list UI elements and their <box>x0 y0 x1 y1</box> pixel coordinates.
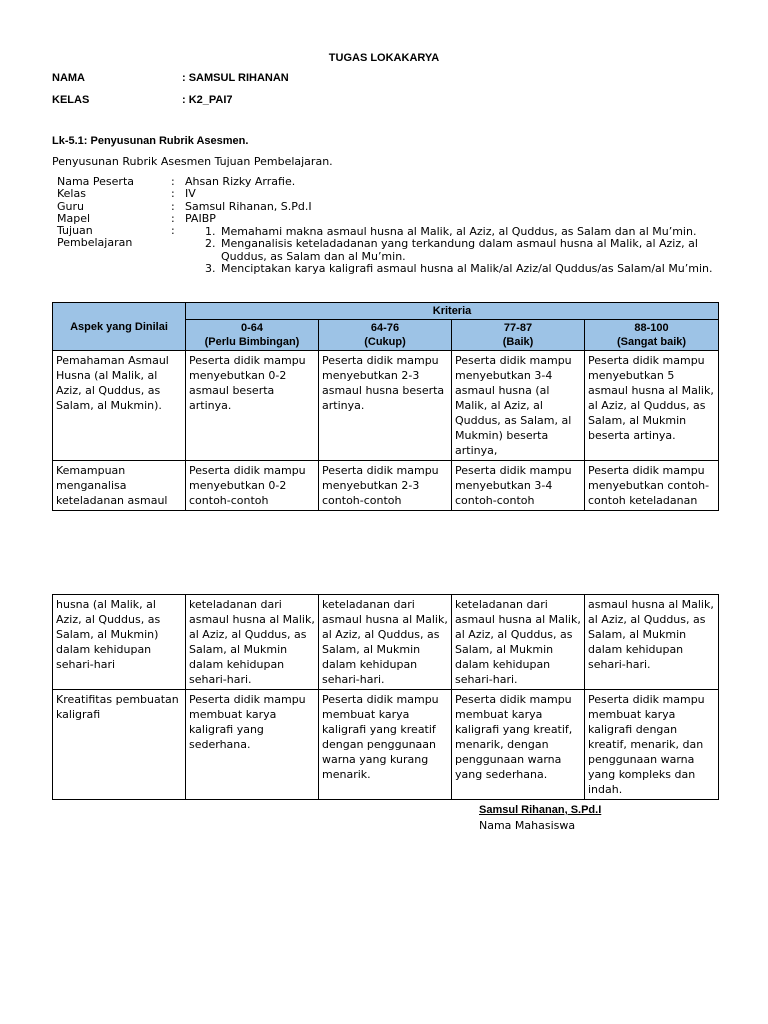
rubric-row-understanding <box>53 351 719 461</box>
rubric-row-creativity <box>53 690 719 800</box>
identity-class-value: : K2_PAI7 <box>182 94 233 106</box>
learning-goals-list <box>185 226 737 275</box>
info-value: Samsul Rihanan, S.Pd.I <box>185 199 312 213</box>
document-title: TUGAS LOKAKARYA <box>328 52 440 64</box>
level-header <box>319 320 452 351</box>
goal-label-line-2: Pembelajaran <box>57 236 133 250</box>
level-range: 0-64 <box>240 322 264 334</box>
info-label <box>57 225 171 275</box>
section-heading: Lk-5.1: Penyusunan Rubrik Asesmen. <box>52 135 249 147</box>
aspect-cell: Kemampuan menganalisa keteladanan asmaul <box>53 461 186 511</box>
info-value: PAIBP <box>185 211 216 225</box>
criteria-cell: Peserta didik mampu menyebutkan contoh-contoh keteladanan <box>585 461 719 511</box>
criteria-cell: keteladanan dari asmaul husna al Malik, al Aziz, al Quddus, as Salam, al Mukmin dalam kehidupan sehari-hari. <box>452 595 585 690</box>
info-label: Kelas <box>57 187 86 201</box>
info-separator: : <box>171 211 175 225</box>
level-label: (Perlu Bimbingan) <box>204 336 300 348</box>
criteria-cell: Peserta didik mampu menyebutkan 3-4 asmaul husna (al Malik, al Aziz, al Quddus, as Salam, al Mukmin) beserta artinya, <box>452 351 585 461</box>
aspect-cell: husna (al Malik, al Aziz, al Quddus, as Salam, al Mukmin) dalam kehidupan sehari-hari <box>53 595 186 690</box>
info-row-goals <box>57 225 737 275</box>
intro-text: Penyusunan Rubrik Asesmen Tujuan Pembelajaran. <box>52 155 333 168</box>
identity-name-label: NAMA <box>52 72 85 84</box>
learning-goal: 3. Menciptakan karya kaligrafi asmaul husna al Malik/al Aziz/al Quddus/as Salam/al Mu’min. <box>219 263 737 275</box>
aspect-header: Aspek yang Dinilai <box>53 303 186 351</box>
level-header <box>452 320 585 351</box>
aspect-cell: Kreatifitas pembuatan kaligrafi <box>53 690 186 800</box>
level-header <box>186 320 319 351</box>
info-separator: : <box>171 175 175 188</box>
identity-name-value: : SAMSUL RIHANAN <box>182 72 289 84</box>
criteria-cell: Peserta didik mampu membuat karya kaligrafi dengan kreatif, menarik, dan penggunaan warna yang kompleks dan indah. <box>585 690 719 800</box>
info-label: Mapel <box>57 211 91 225</box>
criteria-cell: Peserta didik mampu menyebutkan 2-3 contoh-contoh <box>319 461 452 511</box>
level-range: 64-76 <box>370 322 400 334</box>
info-row-subject <box>57 213 737 225</box>
info-label: Nama Peserta <box>57 175 135 188</box>
info-value: Ahsan Rizky Arrafie. <box>185 175 296 188</box>
info-separator: : <box>171 199 175 213</box>
criteria-cell: Peserta didik mampu menyebutkan 3-4 contoh-contoh <box>452 461 585 511</box>
rubric-header-row <box>53 303 719 320</box>
criteria-cell: Peserta didik mampu menyebutkan 5 asmaul husna al Malik, al Aziz, al Quddus, as Salam, al Mukmin beserta artinya. <box>585 351 719 461</box>
learning-goal: 2. Menganalisis keteladadanan yang terkandung dalam asmaul husna al Malik, al Aziz, al Quddus, as Salam dan al Mu’min. <box>219 238 737 263</box>
level-range: 77-87 <box>503 322 533 334</box>
rubric-table <box>52 302 719 511</box>
identity-class-label: KELAS <box>52 94 90 106</box>
criteria-header: Kriteria <box>186 303 719 320</box>
criteria-cell: asmaul husna al Malik, al Aziz, al Quddus, as Salam, al Mukmin dalam kehidupan sehari-hari. <box>585 595 719 690</box>
rubric-row-analysis-continued <box>53 595 719 690</box>
level-label: (Cukup) <box>364 336 406 348</box>
criteria-cell: Peserta didik mampu menyebutkan 0-2 contoh-contoh <box>186 461 319 511</box>
level-header <box>585 320 719 351</box>
level-label: (Sangat baik) <box>616 336 687 348</box>
info-row-participant <box>57 176 737 188</box>
learning-goal: 1. Memahami makna asmaul husna al Malik, al Aziz, al Quddus, as Salam dan al Mu’min. <box>219 226 737 238</box>
rubric-table-continued <box>52 594 719 800</box>
info-separator: : <box>171 224 175 238</box>
signature-name: Samsul Rihanan, S.Pd.I <box>479 804 602 816</box>
criteria-cell: Peserta didik mampu membuat karya kaligrafi yang kreatif dengan penggunaan warna yang kurang menarik. <box>319 690 452 800</box>
criteria-cell: Peserta didik mampu menyebutkan 0-2 asmaul beserta artinya. <box>186 351 319 461</box>
learning-info-table <box>57 176 737 275</box>
goal-label-line-1: Tujuan <box>57 224 93 238</box>
info-value: IV <box>185 187 196 201</box>
rubric-row-analysis <box>53 461 719 511</box>
criteria-cell: keteladanan dari asmaul husna al Malik, al Aziz, al Quddus, as Salam, al Mukmin dalam kehidupan sehari-hari. <box>319 595 452 690</box>
info-label: Guru <box>57 199 84 213</box>
criteria-cell: keteladanan dari asmaul husna al Malik, al Aziz, al Quddus, as Salam, al Mukmin dalam kehidupan sehari-hari. <box>186 595 319 690</box>
info-row-class <box>57 188 737 200</box>
level-label: (Baik) <box>502 336 534 348</box>
aspect-cell: Pemahaman Asmaul Husna (al Malik, al Aziz, al Quddus, as Salam, al Mukmin). <box>53 351 186 461</box>
info-separator: : <box>171 187 175 201</box>
info-row-teacher <box>57 201 737 213</box>
level-range: 88-100 <box>634 322 669 334</box>
criteria-cell: Peserta didik mampu menyebutkan 2-3 asmaul husna beserta artinya. <box>319 351 452 461</box>
criteria-cell: Peserta didik mampu membuat karya kaligrafi yang sederhana. <box>186 690 319 800</box>
signature-role: Nama Mahasiswa <box>479 819 576 832</box>
criteria-cell: Peserta didik mampu membuat karya kaligrafi yang kreatif, menarik, dengan penggunaan warna yang sederhana. <box>452 690 585 800</box>
